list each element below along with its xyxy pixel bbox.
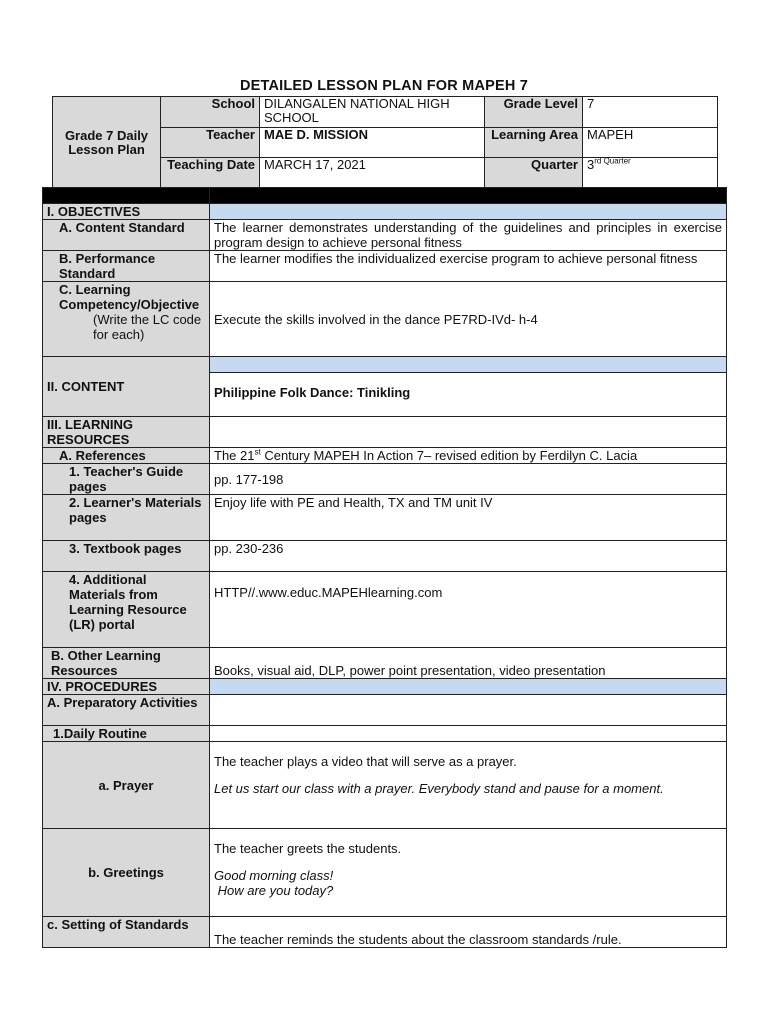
greetings-quote-1: Good morning class!: [214, 868, 334, 883]
lm-value: Enjoy life with PE and Health, TX and TM unit IV: [210, 495, 727, 541]
learning-area-label: Learning Area: [485, 128, 583, 158]
daily-routine-empty: [210, 726, 727, 742]
quarter-label: Quarter: [485, 158, 583, 189]
quarter-number: 3: [587, 157, 595, 172]
black-bar-right: [210, 188, 727, 204]
content-value: Philippine Folk Dance: Tinikling: [214, 385, 411, 400]
black-bar-left: [43, 188, 210, 204]
prayer-text: The teacher plays a video that will serve as a prayer.: [214, 754, 517, 769]
teacher-label: Teacher: [161, 128, 260, 158]
teacher-value: MAE D. MISSION: [260, 128, 485, 158]
resources-heading: [43, 417, 210, 448]
prayer-cell: [210, 742, 727, 829]
school-value: DILANGALEN NATIONAL HIGH SCHOOL: [260, 97, 485, 128]
content-cell: [210, 357, 727, 417]
other-resources-value: Books, visual aid, DLP, power point presentation, video presentation: [210, 648, 727, 679]
competency-note: (Write the LC code for each): [93, 312, 202, 342]
tg-label: 1. Teacher's Guide pages: [43, 464, 210, 495]
prayer-quote: Let us start our class with a prayer. Everybody stand and pause for a moment.: [214, 781, 664, 796]
grade-level-value: 7: [583, 97, 718, 128]
references-value-post: Century MAPEH In Action 7– revised edition by Ferdilyn C. Lacia: [260, 448, 638, 463]
resources-heading-empty: [210, 417, 727, 448]
document-title: DETAILED LESSON PLAN FOR MAPEH 7: [239, 78, 529, 94]
references-label: A. References: [43, 448, 210, 464]
quarter-value: [583, 158, 718, 189]
tb-label: 3. Textbook pages: [43, 541, 210, 572]
preparatory-empty: [210, 695, 727, 726]
content-heading-fill: [210, 357, 726, 373]
other-resources-label: B. Other Learning Resources: [43, 648, 210, 679]
content-standard-label: A. Content Standard: [43, 220, 210, 251]
tb-value: pp. 230-236: [210, 541, 727, 572]
procedures-heading-fill: [210, 679, 727, 695]
school-label: School: [161, 97, 260, 128]
learning-area-value: MAPEH: [583, 128, 718, 158]
lm-label: 2. Learner's Materials pages: [43, 495, 210, 541]
teaching-date-value: MARCH 17, 2021: [260, 158, 485, 189]
references-value: [210, 448, 727, 464]
competency-cell: [43, 282, 210, 357]
lesson-plan-table: [42, 187, 727, 948]
resources-heading-text: III. LEARNING RESOURCES: [47, 417, 133, 447]
tg-value: pp. 177-198: [210, 464, 727, 495]
standards-label: c. Setting of Standards: [43, 917, 210, 948]
objectives-heading-fill: [210, 204, 727, 220]
header-table: [52, 96, 718, 189]
quarter-suffix: rd Quarter: [594, 156, 631, 166]
grade-level-label: Grade Level: [485, 97, 583, 128]
greetings-text: The teacher greets the students.: [214, 841, 402, 856]
references-value-sup: st: [254, 447, 261, 457]
standards-text: The teacher reminds the students about the classroom standards /rule.: [210, 917, 727, 948]
competency-value: Execute the skills involved in the dance PE7RD-IVd- h-4: [210, 282, 727, 357]
performance-standard-label: B. Performance Standard: [43, 251, 210, 282]
content-standard-value: The learner demonstrates understanding of the guidelines and principles in exercise program design to achieve personal fitness: [210, 220, 727, 251]
content-heading: II. CONTENT: [43, 357, 210, 417]
greetings-cell: [210, 829, 727, 917]
greetings-label: b. Greetings: [43, 829, 210, 917]
teaching-date-label: Teaching Date: [161, 158, 260, 189]
greetings-quote-2: How are you today?: [214, 883, 334, 898]
competency-label: C. Learning Competency/Objective: [59, 282, 200, 312]
procedures-heading: IV. PROCEDURES: [43, 679, 210, 695]
references-value-pre: The 21: [214, 448, 255, 463]
daily-routine-label: 1.Daily Routine: [43, 726, 210, 742]
performance-standard-value: The learner modifies the individualized exercise program to achieve personal fitness: [210, 251, 727, 282]
grade-block: Grade 7 Daily Lesson Plan: [53, 97, 161, 189]
am-value: HTTP//.www.educ.MAPEHlearning.com: [210, 572, 727, 648]
objectives-heading: I. OBJECTIVES: [43, 204, 210, 220]
preparatory-label: A. Preparatory Activities: [43, 695, 210, 726]
am-label: 4. Additional Materials from Learning Resource (LR) portal: [43, 572, 210, 648]
prayer-label: a. Prayer: [43, 742, 210, 829]
